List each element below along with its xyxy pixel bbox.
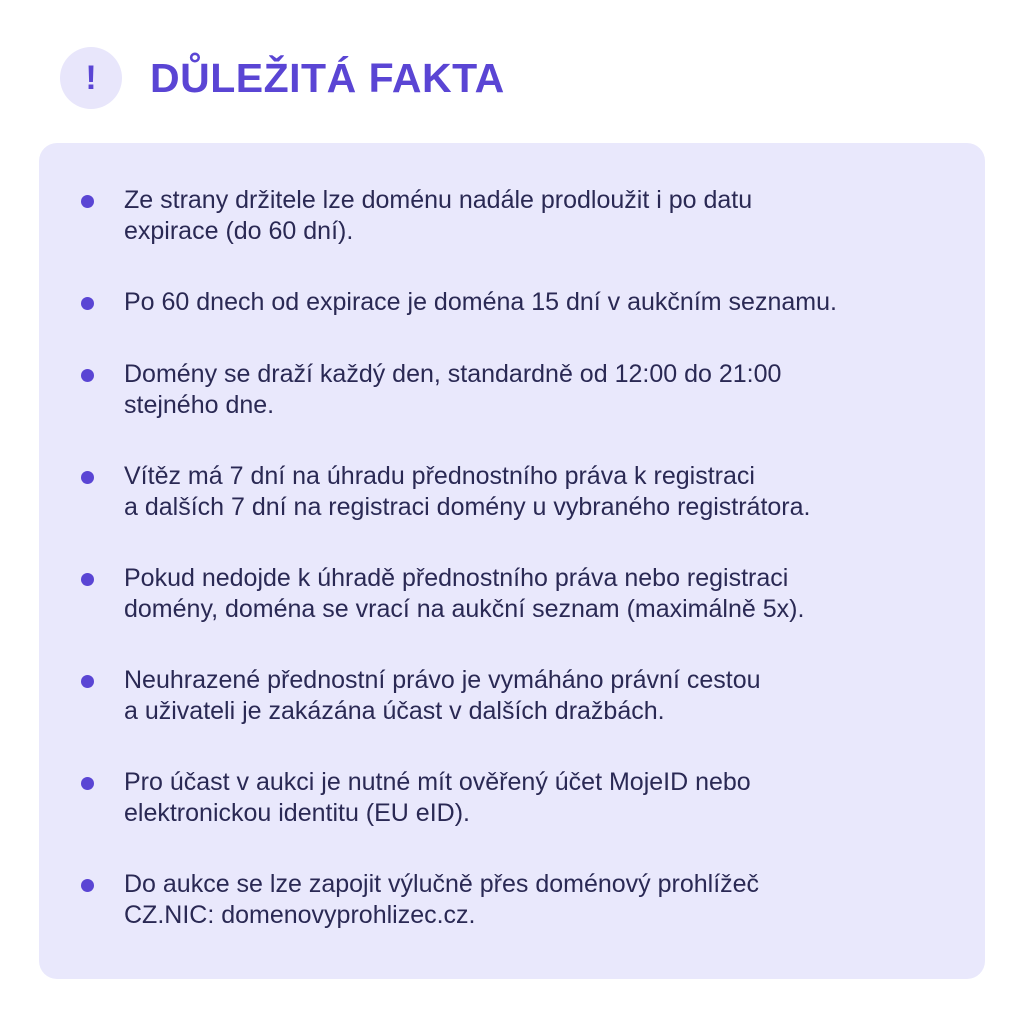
- fact-item: [39, 461, 985, 523]
- fact-text-line: Do aukce se lze zapojit výlučně přes doménový prohlížeč: [124, 870, 760, 898]
- fact-item: [39, 767, 985, 829]
- fact-text-line: Vítěz má 7 dní na úhradu přednostního práva k registraci: [124, 462, 755, 490]
- fact-item: [39, 869, 985, 931]
- bullet-dot-icon: [81, 777, 94, 790]
- fact-item: [39, 185, 985, 247]
- bullet-dot-icon: [81, 195, 94, 208]
- fact-item: [39, 665, 985, 727]
- fact-text-line: Neuhrazené přednostní právo je vymáháno právní cestou: [124, 666, 761, 694]
- page-title: DŮLEŽITÁ FAKTA: [150, 54, 505, 101]
- fact-text-line: domény, doména se vrací na aukční seznam (maximálně 5x).: [124, 595, 805, 623]
- bullet-dot-icon: [81, 573, 94, 586]
- bullet-dot-icon: [81, 471, 94, 484]
- fact-text-line: CZ.NIC: domenovyprohlizec.cz.: [124, 901, 476, 929]
- fact-text-line: stejného dne.: [124, 391, 275, 419]
- bullet-dot-icon: [81, 675, 94, 688]
- facts-panel: [39, 143, 985, 979]
- fact-item: [39, 359, 985, 421]
- fact-text-line: Pro účast v aukci je nutné mít ověřený účet MojeID nebo: [124, 768, 751, 796]
- facts-list: [39, 185, 985, 971]
- fact-text-line: a uživateli je zakázána účast v dalších dražbách.: [124, 697, 665, 725]
- fact-text-line: expirace (do 60 dní).: [124, 217, 354, 245]
- fact-item: [39, 563, 985, 625]
- exclamation-icon: [60, 47, 122, 109]
- fact-text-line: Pokud nedojde k úhradě přednostního práva nebo registraci: [124, 564, 789, 592]
- fact-item: [39, 287, 985, 318]
- header: [60, 47, 505, 109]
- bullet-dot-icon: [81, 297, 94, 310]
- fact-text-line: a dalších 7 dní na registraci domény u vybraného registrátora.: [124, 493, 811, 521]
- fact-text-line: Domény se draží každý den, standardně od 12:00 do 21:00: [124, 360, 782, 388]
- fact-text-line: elektronickou identitu (EU eID).: [124, 799, 470, 827]
- bullet-dot-icon: [81, 369, 94, 382]
- fact-text-line: Ze strany držitele lze doménu nadále prodloužit i po datu: [124, 186, 753, 214]
- exclamation-glyph: !: [85, 59, 97, 97]
- fact-text-line: Po 60 dnech od expirace je doména 15 dní v aukčním seznamu.: [124, 288, 837, 316]
- bullet-dot-icon: [81, 879, 94, 892]
